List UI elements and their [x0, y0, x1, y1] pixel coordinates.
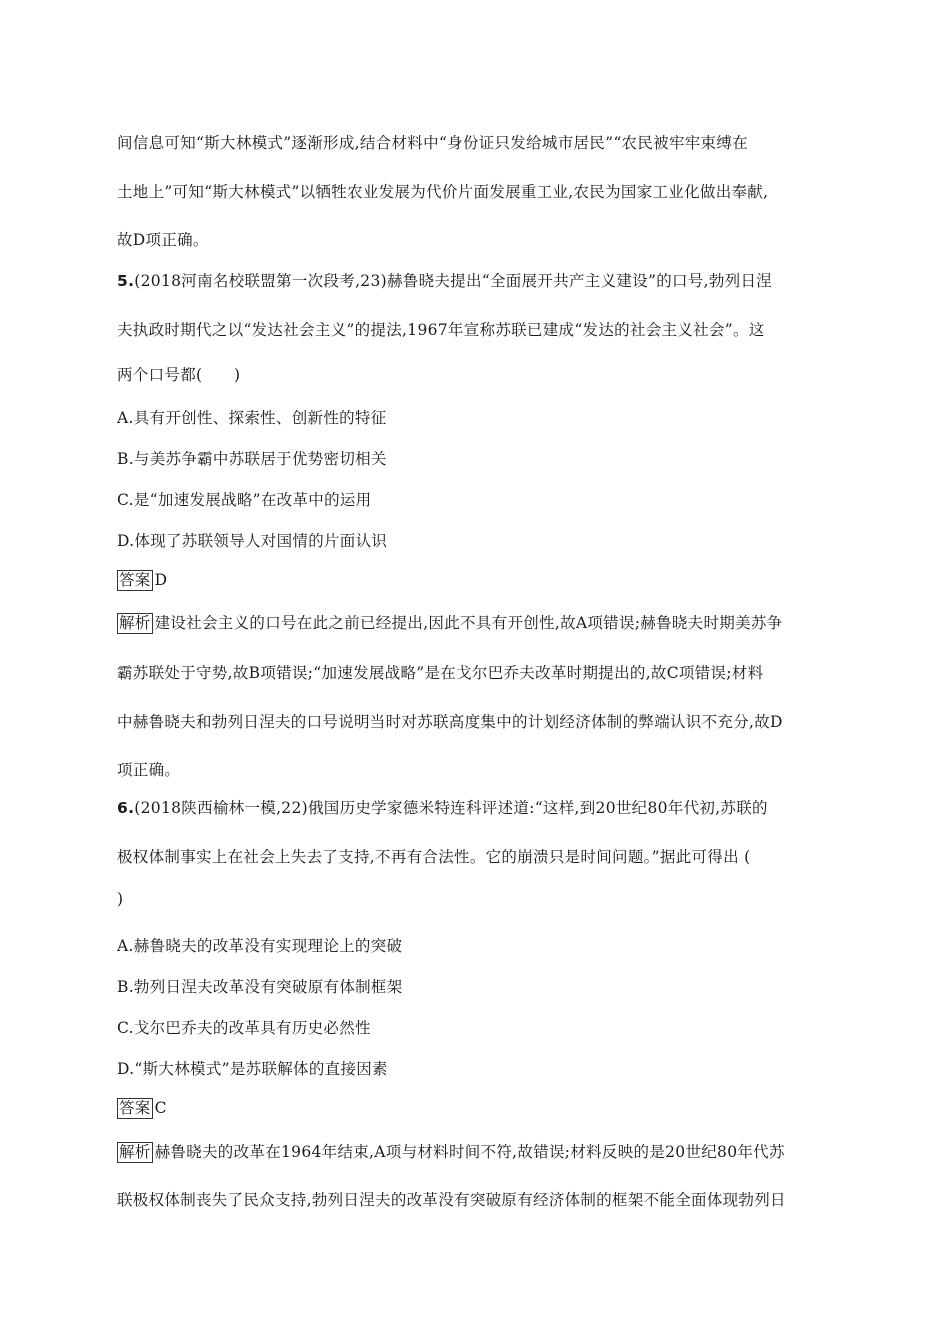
- q5-analysis-line-1: [117, 611, 782, 634]
- q5-analysis-line-3: 中赫鲁晓夫和勃列日涅夫的口号说明当时对苏联高度集中的计划经济体制的弊端认识不充分,故D: [117, 713, 783, 731]
- q5-analysis-line-4: 项正确。: [117, 761, 181, 779]
- q6-analysis-line-2: 联极权体制丧失了民众支持,勃列日涅夫的改革没有突破原有经济体制的框架不能全面体现勃列日: [117, 1191, 786, 1209]
- q5-option-d: D.体现了苏联领导人对国情的片面认识: [117, 532, 388, 550]
- q6-stem-line-2: 极权体制事实上在社会上失去了支持,不再有合法性。它的崩溃只是时间问题。”据此可得出 (: [117, 848, 751, 866]
- intro-line-1: 间信息可知“斯大林模式”逐渐形成,结合材料中“身份证只发给城市居民”“农民被牢牢束缚在: [117, 134, 748, 152]
- q6-answer-value: C: [154, 1099, 167, 1117]
- q5-option-c: C.是“加速发展战略”在改革中的运用: [117, 491, 372, 509]
- analysis-tag: 解析: [119, 614, 151, 632]
- q5-option-b: B.与美苏争霸中苏联居于优势密切相关: [117, 450, 387, 468]
- q5-answer-value: D: [154, 571, 168, 589]
- q6-option-d: D.“斯大林模式”是苏联解体的直接因素: [117, 1060, 388, 1078]
- q6-option-b: B.勃列日涅夫改革没有突破原有体制框架: [117, 978, 403, 996]
- q6-stem-text-1: (2018陕西榆林一模,22)俄国历史学家德米特连科评述道:“这样,到20世纪80年代初,苏联的: [134, 799, 768, 817]
- q5-stem-text-1: (2018河南名校联盟第一次段考,23)赫鲁晓夫提出“全面展开共产主义建设”的口号,勃列日涅: [134, 272, 773, 290]
- q6-number: 6.: [117, 799, 135, 817]
- q5-stem-line-3: 两个口号都( ): [117, 366, 241, 384]
- q5-answer-line: [117, 570, 167, 591]
- q5-analysis-text-1: 建设社会主义的口号在此之前已经提出,因此不具有开创性,故A项错误;赫鲁晓夫时期美苏争: [154, 614, 783, 632]
- q5-stem-line-1: [117, 269, 772, 291]
- intro-line-2: 土地上”可知“斯大林模式”以牺牲农业发展为代价片面发展重工业,农民为国家工业化做出奉献,: [117, 183, 769, 201]
- q5-number: 5.: [117, 272, 135, 290]
- q5-option-a: A.具有开创性、探索性、创新性的特征: [117, 409, 387, 427]
- q5-analysis-line-2: 霸苏联处于守势,故B项错误;“加速发展战略”是在戈尔巴乔夫改革时期提出的,故C项错误;材料: [117, 664, 764, 682]
- answer-tag: 答案: [119, 571, 151, 589]
- q5-stem-line-2: 夫执政时期代之以“发达社会主义”的提法,1967年宣称苏联已建成“发达的社会主义社会”。这: [117, 321, 765, 339]
- q6-stem-line-3: ): [117, 890, 124, 908]
- q6-analysis-line-1: [117, 1140, 785, 1163]
- q6-option-c: C.戈尔巴乔夫的改革具有历史必然性: [117, 1019, 371, 1037]
- q6-option-a: A.赫鲁晓夫的改革没有实现理论上的突破: [117, 937, 403, 955]
- q6-stem-line-1: [117, 796, 768, 818]
- analysis-tag: 解析: [119, 1143, 151, 1161]
- intro-line-3: 故D项正确。: [117, 231, 209, 249]
- q6-answer-line: [117, 1098, 167, 1119]
- answer-tag: 答案: [119, 1099, 151, 1117]
- q6-analysis-text-1: 赫鲁晓夫的改革在1964年结束,A项与材料时间不符,故错误;材料反映的是20世纪80年代苏: [154, 1143, 785, 1161]
